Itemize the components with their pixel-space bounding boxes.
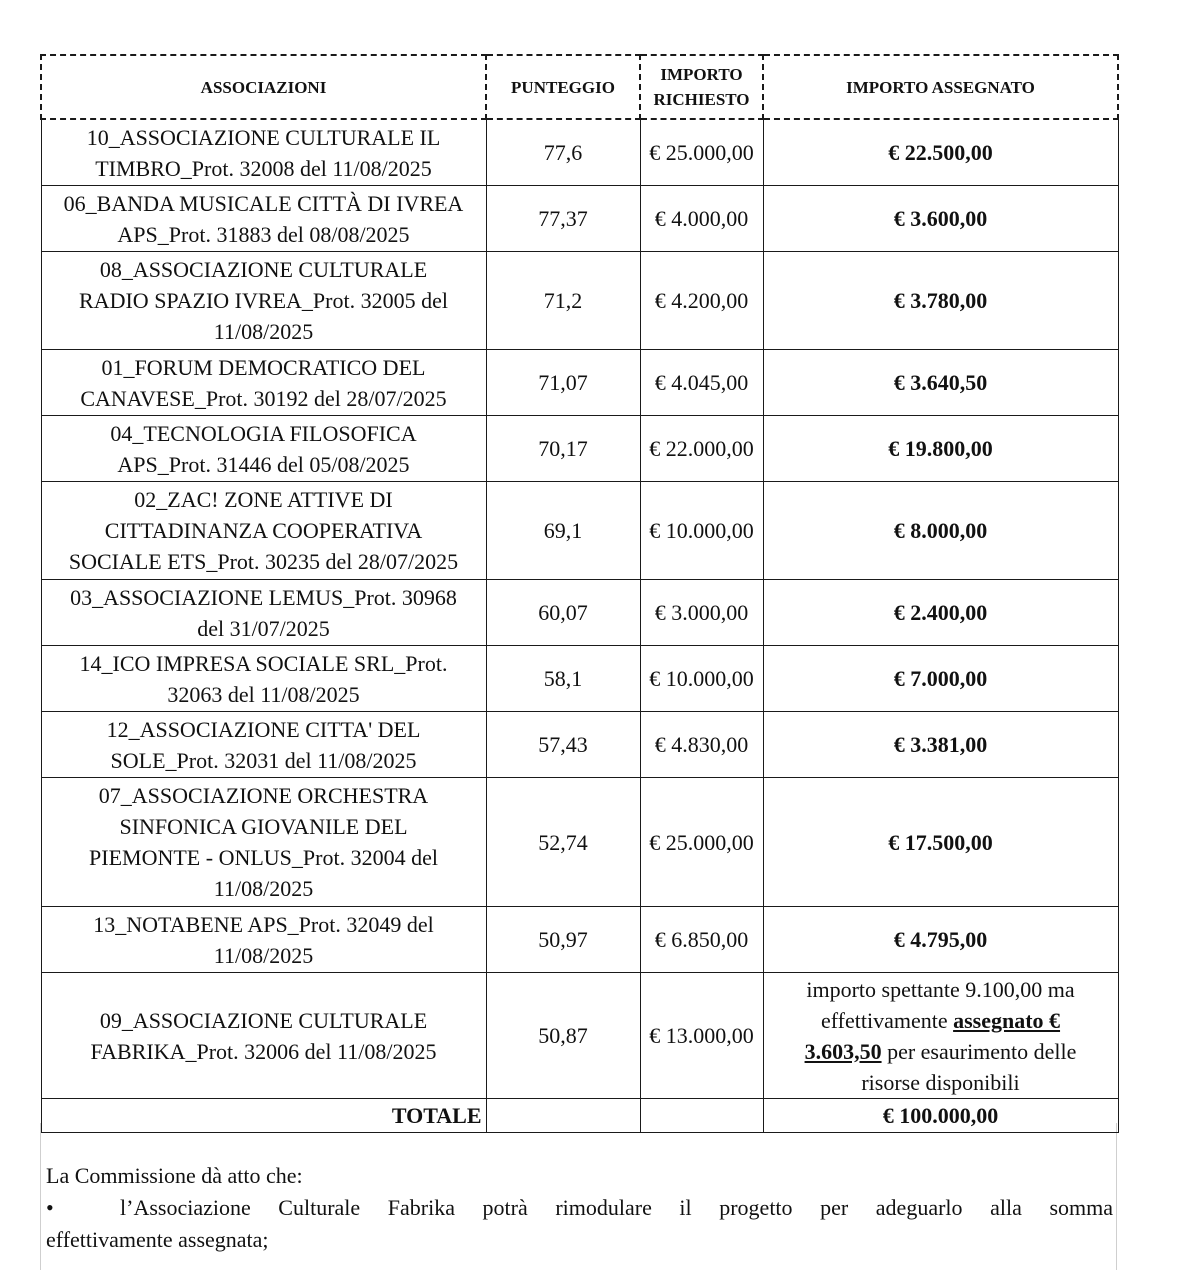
commission-intro: La Commissione dà atto che: <box>46 1163 303 1188</box>
header-richiesto-line1: IMPORTO <box>660 65 743 84</box>
association-name-line1: 02_ZAC! ZONE ATTIVE DI <box>134 487 393 512</box>
total-empty-requested <box>640 1099 763 1133</box>
score-cell: 57,43 <box>486 712 640 778</box>
table-row <box>41 778 1118 907</box>
association-name <box>41 646 486 712</box>
table-row <box>41 907 1118 973</box>
association-name-line4: 11/08/2025 <box>213 876 314 901</box>
table-row <box>41 712 1118 778</box>
association-name-line1: 10_ASSOCIAZIONE CULTURALE IL <box>86 124 441 150</box>
association-name-line2: APS_Prot. 31883 del 08/08/2025 <box>117 221 410 247</box>
table-row <box>41 350 1118 416</box>
header-importo-richiesto <box>640 55 763 119</box>
assigned-amount-cell: € 19.800,00 <box>763 416 1118 482</box>
assigned-note-line3: per esaurimento delle <box>881 1038 1077 1064</box>
table-row <box>41 416 1118 482</box>
table-header-row <box>41 55 1118 119</box>
page-right-rule <box>1116 1123 1117 1270</box>
association-name <box>41 186 486 252</box>
total-label: TOTALE <box>41 1099 486 1133</box>
header-associazioni: ASSOCIAZIONI <box>41 55 486 119</box>
bullet-text-line2: effettivamente assegnata; <box>46 1227 269 1252</box>
table-row <box>41 252 1118 350</box>
assigned-note-cell <box>763 973 1118 1099</box>
requested-amount-cell: € 22.000,00 <box>640 416 763 482</box>
association-name-line1: 14_ICO IMPRESA SOCIALE SRL_Prot. <box>79 650 448 676</box>
score-cell: 77,37 <box>486 186 640 252</box>
bullet-icon: • <box>46 1195 54 1220</box>
association-name-line1: 06_BANDA MUSICALE CITTÀ DI IVREA <box>63 190 464 216</box>
requested-amount-cell: € 4.000,00 <box>640 186 763 252</box>
association-name-line2: RADIO SPAZIO IVREA_Prot. 32005 del <box>79 288 448 313</box>
table-row <box>41 646 1118 712</box>
assigned-amount-cell: € 7.000,00 <box>763 646 1118 712</box>
association-name <box>41 580 486 646</box>
requested-amount-cell: € 3.000,00 <box>640 580 763 646</box>
total-empty-score <box>486 1099 640 1133</box>
score-cell: 58,1 <box>486 646 640 712</box>
association-name <box>41 973 486 1099</box>
association-name <box>41 712 486 778</box>
assigned-amount-value: 3.603,50 <box>804 1038 882 1064</box>
table-total-row <box>41 1099 1118 1133</box>
score-cell: 60,07 <box>486 580 640 646</box>
score-cell: 71,07 <box>486 350 640 416</box>
requested-amount-cell: € 6.850,00 <box>640 907 763 973</box>
association-name <box>41 416 486 482</box>
assigned-amount-cell: € 3.381,00 <box>763 712 1118 778</box>
association-name-line2: CITTADINANZA COOPERATIVA <box>104 518 423 543</box>
table-row-fabrika <box>41 973 1118 1099</box>
assigned-note-line2: effettivamente <box>820 1007 954 1033</box>
requested-amount-cell: € 13.000,00 <box>640 973 763 1099</box>
score-cell: 71,2 <box>486 252 640 350</box>
assigned-amount-cell: € 22.500,00 <box>763 119 1118 186</box>
requested-amount-cell: € 10.000,00 <box>640 482 763 580</box>
requested-amount-cell: € 4.830,00 <box>640 712 763 778</box>
requested-amount-cell: € 10.000,00 <box>640 646 763 712</box>
association-name-line3: PIEMONTE - ONLUS_Prot. 32004 del <box>89 845 438 870</box>
association-name-line1: 09_ASSOCIAZIONE CULTURALE <box>99 1007 428 1033</box>
commission-text <box>46 1160 1113 1256</box>
requested-amount-cell: € 4.200,00 <box>640 252 763 350</box>
score-cell: 52,74 <box>486 778 640 907</box>
assigned-note-line4: risorse disponibili <box>861 1069 1020 1095</box>
requested-amount-cell: € 25.000,00 <box>640 778 763 907</box>
table-row <box>41 186 1118 252</box>
association-name-line1: 01_FORUM DEMOCRATICO DEL <box>101 354 426 380</box>
score-cell: 69,1 <box>486 482 640 580</box>
bullet-text-line1: l’Associazione Culturale Fabrika potrà rimodulare il progetto per adeguarlo alla somma <box>120 1195 1113 1220</box>
table-row <box>41 482 1118 580</box>
association-name-line2: 32063 del 11/08/2025 <box>167 681 360 707</box>
score-cell: 50,87 <box>486 973 640 1099</box>
assigned-amount-cell: € 17.500,00 <box>763 778 1118 907</box>
association-name-line1: 03_ASSOCIAZIONE LEMUS_Prot. 30968 <box>70 584 457 610</box>
page-left-rule <box>40 1123 41 1270</box>
association-name-line2: APS_Prot. 31446 del 05/08/2025 <box>117 451 410 477</box>
total-amount: € 100.000,00 <box>763 1099 1118 1133</box>
association-name <box>41 252 486 350</box>
bullet-item <box>46 1192 1113 1224</box>
association-name-line2: 11/08/2025 <box>213 942 314 968</box>
association-name-line3: 11/08/2025 <box>213 319 314 344</box>
table-body <box>41 119 1118 1133</box>
header-richiesto-line2: RICHIESTO <box>653 90 750 109</box>
assigned-amount-highlight: assegnato € <box>953 1007 1061 1033</box>
assigned-note-line1: importo spettante 9.100,00 ma <box>806 976 1075 1002</box>
association-name <box>41 350 486 416</box>
score-cell: 50,97 <box>486 907 640 973</box>
assigned-amount-cell: € 4.795,00 <box>763 907 1118 973</box>
association-name-line1: 12_ASSOCIAZIONE CITTA' DEL <box>106 716 421 742</box>
association-name <box>41 778 486 907</box>
association-name-line1: 13_NOTABENE APS_Prot. 32049 del <box>93 911 434 937</box>
association-name-line2: del 31/07/2025 <box>197 615 330 641</box>
association-name-line1: 04_TECNOLOGIA FILOSOFICA <box>110 420 417 446</box>
header-punteggio: PUNTEGGIO <box>486 55 640 119</box>
requested-amount-cell: € 25.000,00 <box>640 119 763 186</box>
association-name-line3: SOCIALE ETS_Prot. 30235 del 28/07/2025 <box>68 549 459 574</box>
table-row <box>41 119 1118 186</box>
assigned-amount-cell: € 2.400,00 <box>763 580 1118 646</box>
assigned-amount-cell: € 8.000,00 <box>763 482 1118 580</box>
association-name-line2: SINFONICA GIOVANILE DEL <box>119 814 408 839</box>
header-importo-assegnato: IMPORTO ASSEGNATO <box>763 55 1118 119</box>
grants-table <box>40 54 1119 1133</box>
association-name-line1: 08_ASSOCIAZIONE CULTURALE <box>99 257 428 282</box>
requested-amount-cell: € 4.045,00 <box>640 350 763 416</box>
association-name-line2: FABRIKA_Prot. 32006 del 11/08/2025 <box>90 1038 437 1064</box>
association-name-line2: SOLE_Prot. 32031 del 11/08/2025 <box>110 747 417 773</box>
assigned-amount-cell: € 3.600,00 <box>763 186 1118 252</box>
association-name-line1: 07_ASSOCIAZIONE ORCHESTRA <box>98 783 429 808</box>
assigned-amount-cell: € 3.640,50 <box>763 350 1118 416</box>
association-name <box>41 907 486 973</box>
score-cell: 70,17 <box>486 416 640 482</box>
table-row <box>41 580 1118 646</box>
score-cell: 77,6 <box>486 119 640 186</box>
association-name <box>41 119 486 186</box>
association-name-line2: CANAVESE_Prot. 30192 del 28/07/2025 <box>80 385 447 411</box>
association-name-line2: TIMBRO_Prot. 32008 del 11/08/2025 <box>95 155 432 181</box>
assigned-amount-cell: € 3.780,00 <box>763 252 1118 350</box>
association-name <box>41 482 486 580</box>
